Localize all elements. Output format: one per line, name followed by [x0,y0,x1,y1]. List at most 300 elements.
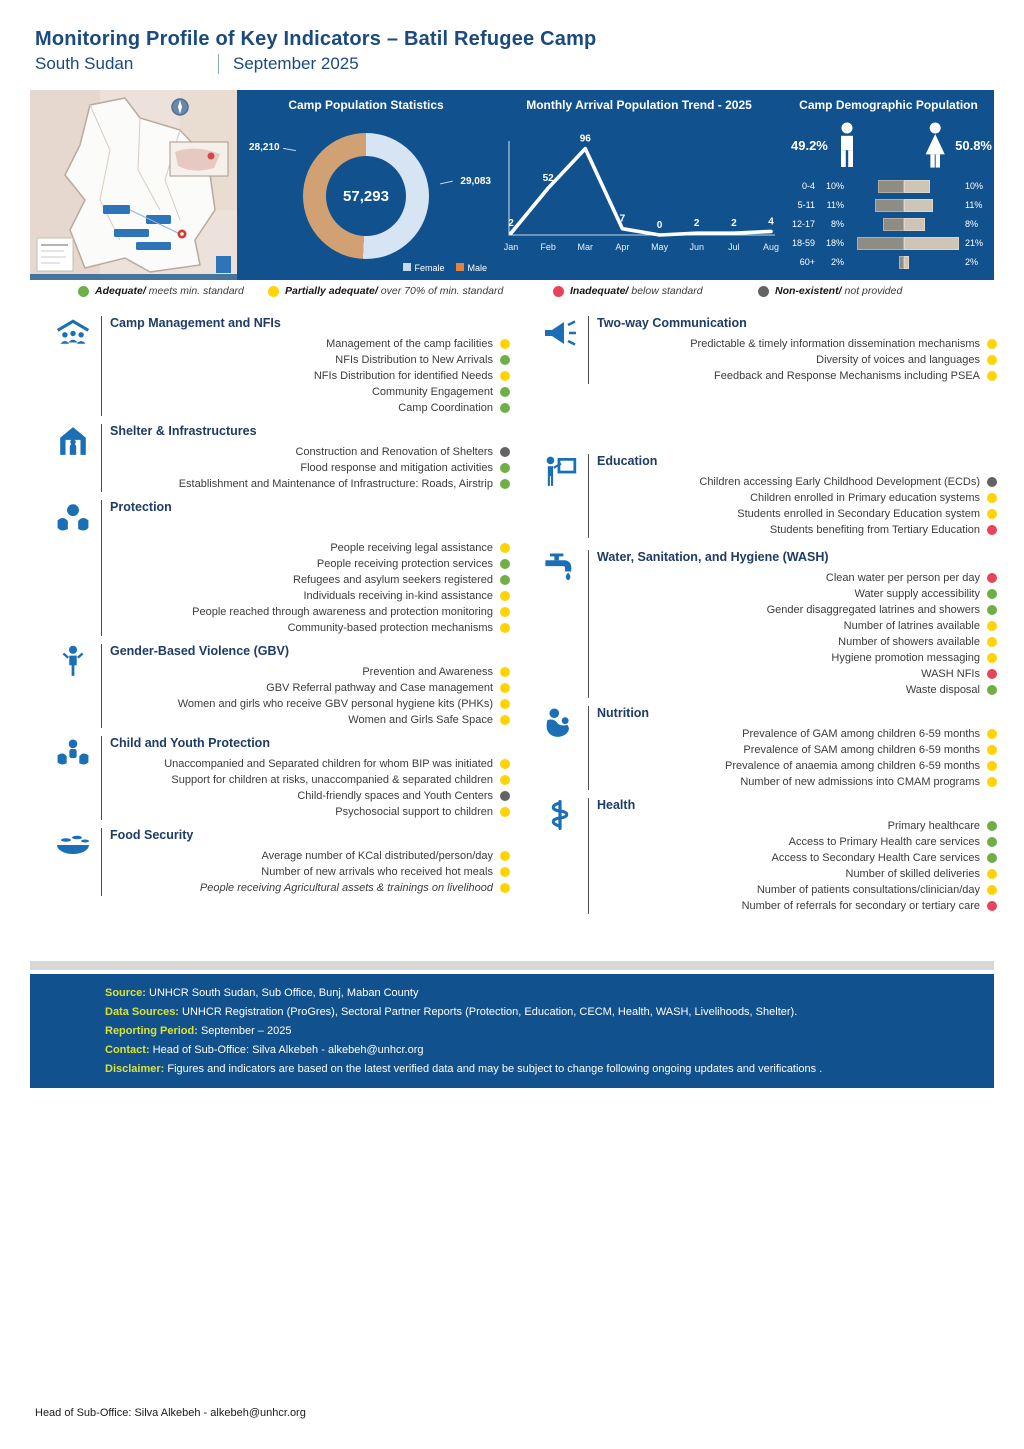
header-subtitle [35,54,989,74]
status-dot-partial [987,355,997,365]
indicator-row [110,680,510,696]
footer-label: Reporting Period: [105,1025,198,1037]
indicator-label: Unaccompanied and Separated children for whom BIP was initiated [164,758,493,770]
legend-partial: Partially adequate/ over 70% of min. standard [268,285,503,297]
indicator-row [597,818,997,834]
section-title: Two-way Communication [597,316,747,330]
indicator-label: Number of referrals for secondary or tertiary care [741,900,980,912]
female-bar [904,256,909,269]
female-pct-label: 10% [965,181,984,191]
indicator-label: Average number of KCal distributed/person/day [261,850,493,862]
status-dot-inadequate [987,669,997,679]
indicator-row [597,522,997,538]
status-dot-partial [500,591,510,601]
indicator-row [597,368,997,384]
footer-value: UNHCR South Sudan, Sub Office, Bunj, Maban County [145,987,419,999]
indicator-label: Clean water per person per day [825,572,980,584]
indicator-row [110,712,510,728]
status-dot-partial [987,493,997,503]
indicator-label: GBV Referral pathway and Case management [266,682,493,694]
demographics-panel [783,90,994,280]
indicator-label: Psychosocial support to children [335,806,493,818]
section-title: Nutrition [597,706,650,720]
legend-none: Non-existent/ not provided [758,285,902,297]
section-camp-management-and-nfis [55,316,510,416]
male-pct-label: 2% [830,257,844,267]
male-bar [878,180,904,193]
section-body [588,316,997,384]
status-dot-partial [500,715,510,725]
status-dot-partial [987,653,997,663]
svg-text:0: 0 [656,220,663,231]
indicator-row [597,682,997,698]
shelter-icon [55,424,101,492]
status-dot-inadequate [987,525,997,535]
status-dot-none [500,791,510,801]
status-dot-partial [987,729,997,739]
indicator-row [597,506,997,522]
female-person-icon [922,122,948,170]
female-callout-line [440,181,453,185]
indicator-label: Prevalence of SAM among children 6-59 months [743,744,980,756]
indicator-label: Children enrolled in Primary education systems [750,492,980,504]
indicator-row [110,804,510,820]
status-dot-adequate [500,559,510,569]
status-dot-adequate [987,853,997,863]
section-body [588,454,997,538]
indicator-row [597,634,997,650]
indicator-row [597,490,997,506]
indicator-label: Number of showers available [838,636,980,648]
wash-icon [542,550,588,698]
indicator-row [110,352,510,368]
section-title: Health [597,798,636,812]
indicator-label: WASH NFIs [921,668,980,680]
section-child-and-youth-protection [55,736,510,820]
location-map [30,90,237,280]
male-pct-label: 8% [830,219,844,229]
section-body [101,424,510,492]
indicator-label: NFIs Distribution for identified Needs [313,370,493,382]
footer-line [105,1025,974,1037]
footer-value: UNHCR Registration (ProGres), Sectoral Partner Reports (Protection, Education, CECM, Health, WASH, Livelihoods, Shelter). [178,1006,798,1018]
indicator-row [597,570,997,586]
section-body [101,828,510,896]
indicator-label: People receiving legal assistance [330,542,493,554]
indicator-row [110,556,510,572]
status-dot-partial [500,867,510,877]
indicator-row [597,726,997,742]
indicator-row [597,882,997,898]
status-dot-partial [987,371,997,381]
section-two-way-communication [542,316,997,384]
female-pct-label: 21% [965,238,984,248]
section-title: Protection [110,500,172,514]
indicator-row [597,352,997,368]
status-dot-adequate [500,403,510,413]
section-health [542,798,997,914]
indicator-label: Number of patients consultations/clinician/day [756,884,980,896]
female-pct-label: 11% [965,200,983,210]
arrival-chart-title: Monthly Arrival Population Trend - 2025 [526,98,752,112]
legend-adequate: Adequate/ meets min. standard [78,285,244,297]
footer-value: Figures and indicators are based on the latest verified data and may be subject to change following ongoing updates and verifications . [164,1063,823,1075]
adequate-dot [78,286,89,297]
indicator-label: Gender disaggregated latrines and showers [766,604,980,616]
status-dot-adequate [500,575,510,585]
section-body [588,706,997,790]
partial-dot [268,286,279,297]
status-dot-none [500,447,510,457]
indicator-label: Women and girls who receive GBV personal hygiene kits (PHKs) [177,698,493,710]
svg-text:Jul: Jul [728,242,740,252]
legend-inadequate: Inadequate/ below standard [553,285,703,297]
indicator-row [110,540,510,556]
section-title: Shelter & Infrastructures [110,424,257,438]
section-education [542,454,997,538]
section-gender-based-violence-gbv [55,644,510,728]
age-row-0-4 [785,178,996,194]
indicator-row [597,666,997,682]
footer-line [105,1044,974,1056]
education-icon [542,454,588,538]
indicator-label: Child-friendly spaces and Youth Centers [297,790,493,802]
indicator-label: Women and Girls Safe Space [348,714,493,726]
indicator-row [597,586,997,602]
population-legend [403,263,487,273]
gbv-icon [55,644,101,728]
female-bar [904,180,930,193]
none-dot [758,286,769,297]
status-dot-adequate [500,355,510,365]
indicator-label: Hygiene promotion messaging [831,652,980,664]
svg-text:52: 52 [542,173,554,185]
indicator-label: People reached through awareness and protection monitoring [192,606,493,618]
indicator-label: NFIs Distribution to New Arrivals [335,354,493,366]
footer-label: Contact: [105,1044,150,1056]
indicator-row [597,336,997,352]
status-dot-inadequate [987,573,997,583]
indicator-row [110,864,510,880]
status-dot-adequate [987,589,997,599]
status-dot-partial [987,761,997,771]
indicator-row [110,664,510,680]
indicator-label: Access to Secondary Health Care services [771,852,980,864]
female-percent: 50.8% [955,138,992,153]
section-shelter-infrastructures [55,424,510,492]
indicator-label: Prevention and Awareness [362,666,493,678]
indicator-label: Feedback and Response Mechanisms including PSEA [714,370,980,382]
legend-female: Female [403,263,444,273]
indicator-label: Primary healthcare [887,820,980,832]
female-pct-label: 8% [965,219,979,229]
status-dot-adequate [987,821,997,831]
female-population-value: 29,083 [460,176,491,187]
footer-line [105,1006,974,1018]
protection-icon [55,500,101,636]
indicator-row [110,756,510,772]
legend-male: Male [456,263,487,273]
indicator-row [110,620,510,636]
indicator-row [110,848,510,864]
age-row-12-17 [785,216,996,232]
indicator-label: Children accessing Early Childhood Development (ECDs) [699,476,980,488]
indicator-label: Community Engagement [371,386,493,398]
indicator-label: Access to Primary Health care services [788,836,980,848]
food-security-icon [55,828,101,896]
indicator-row [597,866,997,882]
indicator-label: Refugees and asylum seekers registered [293,574,493,586]
svg-text:7: 7 [619,213,626,225]
population-total: 57,293 [326,156,406,236]
status-dot-partial [500,371,510,381]
female-bar [904,218,925,231]
status-dot-adequate [500,387,510,397]
indicator-label: Prevalence of anaemia among children 6-59 months [725,760,980,772]
svg-text:2: 2 [731,218,737,230]
indicator-row [110,880,510,896]
indicator-row [597,850,997,866]
status-dot-adequate [500,479,510,489]
svg-text:2: 2 [508,218,514,230]
footer-label: Source: [105,987,146,999]
section-protection [55,500,510,636]
indicator-row [597,618,997,634]
male-pct-label: 11% [826,200,844,210]
indicator-label: Students benefiting from Tertiary Education [769,524,980,536]
footer-label: Data Sources: [105,1006,179,1018]
section-body [101,316,510,416]
status-dot-partial [500,339,510,349]
section-body [588,550,997,698]
male-bar [857,237,904,250]
male-pct-label: 10% [825,181,844,191]
section-body [101,500,510,636]
svg-text:Aug: Aug [762,242,780,252]
population-donut-chart [303,133,429,259]
female-bar [904,237,959,250]
status-dot-none [987,477,997,487]
right-column [542,316,997,922]
status-dot-partial [987,777,997,787]
status-dot-adequate [500,463,510,473]
footer-value: September – 2025 [197,1025,292,1037]
indicator-row [597,898,997,914]
section-food-security [55,828,510,896]
svg-text:Mar: Mar [577,242,594,252]
health-icon [542,798,588,914]
report-header [35,28,989,74]
indicator-label: Prevalence of GAM among children 6-59 months [742,728,980,740]
indicator-row [110,696,510,712]
section-water-sanitation-and-hygiene-wash [542,550,997,698]
section-title: Camp Management and NFIs [110,316,281,330]
status-dot-partial [500,807,510,817]
footer-label: Disclaimer: [105,1063,165,1075]
indicator-row [110,604,510,620]
footer-line [105,1063,974,1075]
indicator-row [597,834,997,850]
demographics-totals [783,122,994,172]
section-title: Water, Sanitation, and Hygiene (WASH) [597,550,829,564]
indicator-row [110,460,510,476]
map-image [30,90,237,280]
age-label: 5-11 [797,200,815,210]
indicator-label: Individuals receiving in-kind assistance [303,590,493,602]
female-pct-label: 2% [965,257,979,267]
indicator-row [110,400,510,416]
reporting-month-label: September 2025 [218,54,359,74]
male-bar [875,199,904,212]
status-dot-partial [987,637,997,647]
status-dot-partial [987,745,997,755]
status-dot-partial [987,885,997,895]
communication-icon [542,316,588,384]
indicator-label: Community-based protection mechanisms [287,622,493,634]
age-row-18-59 [785,235,996,251]
arrival-trend-panel [495,90,783,280]
age-label: 60+ [799,257,815,267]
indicator-label: Management of the camp facilities [326,338,493,350]
indicator-label: Number of skilled deliveries [845,868,980,880]
page-title: Monitoring Profile of Key Indicators – Batil Refugee Camp [35,28,597,50]
male-pct-label: 18% [825,238,844,248]
indicator-label: Predictable & timely information dissemination mechanisms [690,338,980,350]
indicator-row [110,384,510,400]
svg-text:4: 4 [768,216,774,228]
indicator-row [110,444,510,460]
indicator-label: Number of new admissions into CMAM programs [740,776,980,788]
status-legend [30,285,994,307]
footer-line [105,987,974,999]
indicator-label: People receiving protection services [316,558,493,570]
indicator-row [597,650,997,666]
section-body [101,736,510,820]
status-dot-inadequate [987,901,997,911]
female-swatch [403,263,411,271]
population-statistics-panel [237,90,495,280]
indicator-label: Diversity of voices and languages [816,354,980,366]
svg-text:Jan: Jan [503,242,519,252]
status-dot-partial [500,683,510,693]
male-person-icon [835,122,859,170]
section-title: Education [597,454,658,468]
indicator-columns [55,316,997,922]
svg-text:2: 2 [693,218,700,230]
arrival-line-chart [495,112,783,272]
status-dot-partial [500,883,510,893]
male-bar [883,218,904,231]
indicator-row [597,774,997,790]
age-label: 12-17 [791,219,815,229]
age-pyramid [785,178,996,273]
indicator-row [110,772,510,788]
section-nutrition [542,706,997,790]
indicator-label: Establishment and Maintenance of Infrastructure: Roads, Airstrip [178,478,493,490]
indicator-label: Flood response and mitigation activities [300,462,493,474]
summary-banner [30,90,994,280]
status-dot-adequate [987,685,997,695]
status-dot-partial [500,543,510,553]
indicator-row [110,788,510,804]
status-dot-partial [500,623,510,633]
indicator-label: Water supply accessibility [854,588,980,600]
left-column [55,316,510,922]
indicator-label: Students enrolled in Secondary Education system [737,508,980,520]
indicator-label: Number of new arrivals who received hot meals [261,866,493,878]
status-dot-partial [500,851,510,861]
camp-management-icon [55,316,101,416]
status-dot-partial [500,607,510,617]
indicator-label: Waste disposal [905,684,980,696]
indicator-row [110,588,510,604]
indicator-label: People receiving Agricultural assets & trainings on livelihood [199,882,493,894]
status-dot-partial [987,869,997,879]
svg-text:Apr: Apr [615,242,630,252]
status-dot-partial [987,339,997,349]
indicator-label: Camp Coordination [398,402,493,414]
indicator-row [597,602,997,618]
status-dot-partial [500,667,510,677]
male-callout-line [283,148,296,152]
population-chart-title: Camp Population Statistics [288,98,444,112]
svg-text:96: 96 [579,133,591,145]
age-label: 18-59 [791,238,815,248]
indicator-label: Number of latrines available [843,620,980,632]
inadequate-dot [553,286,564,297]
age-label: 0-4 [801,181,815,191]
age-row-5-11 [785,197,996,213]
status-dot-partial [500,775,510,785]
indicator-row [110,476,510,492]
indicator-row [597,758,997,774]
status-dot-partial [987,621,997,631]
indicator-row [110,336,510,352]
source-footer [30,974,994,1088]
status-dot-partial [987,509,997,519]
status-dot-adequate [987,605,997,615]
male-swatch [456,263,464,271]
svg-text:Feb: Feb [540,242,556,252]
indicator-label: Construction and Renovation of Shelters [295,446,493,458]
male-percent: 49.2% [791,138,828,153]
indicator-row [597,742,997,758]
female-bar [904,199,933,212]
status-dot-adequate [987,837,997,847]
indicator-row [110,368,510,384]
nutrition-icon [542,706,588,790]
section-title: Child and Youth Protection [110,736,270,750]
child-protection-icon [55,736,101,820]
indicator-row [110,572,510,588]
country-label: South Sudan [35,54,134,73]
svg-text:May: May [651,242,669,252]
svg-text:Jun: Jun [689,242,704,252]
status-dot-partial [500,759,510,769]
divider-band [30,961,994,970]
indicator-label: Support for children at risks, unaccompanied & separated children [171,774,493,786]
male-population-value: 28,210 [249,142,280,153]
indicator-row [597,474,997,490]
section-body [588,798,997,914]
section-title: Food Security [110,828,194,842]
status-dot-partial [500,699,510,709]
section-title: Gender-Based Violence (GBV) [110,644,289,658]
age-row-60+ [785,254,996,270]
section-body [101,644,510,728]
demographics-title: Camp Demographic Population [799,98,978,112]
footer-value: Head of Sub-Office: Silva Alkebeh - alkebeh@unhcr.org [149,1044,424,1056]
